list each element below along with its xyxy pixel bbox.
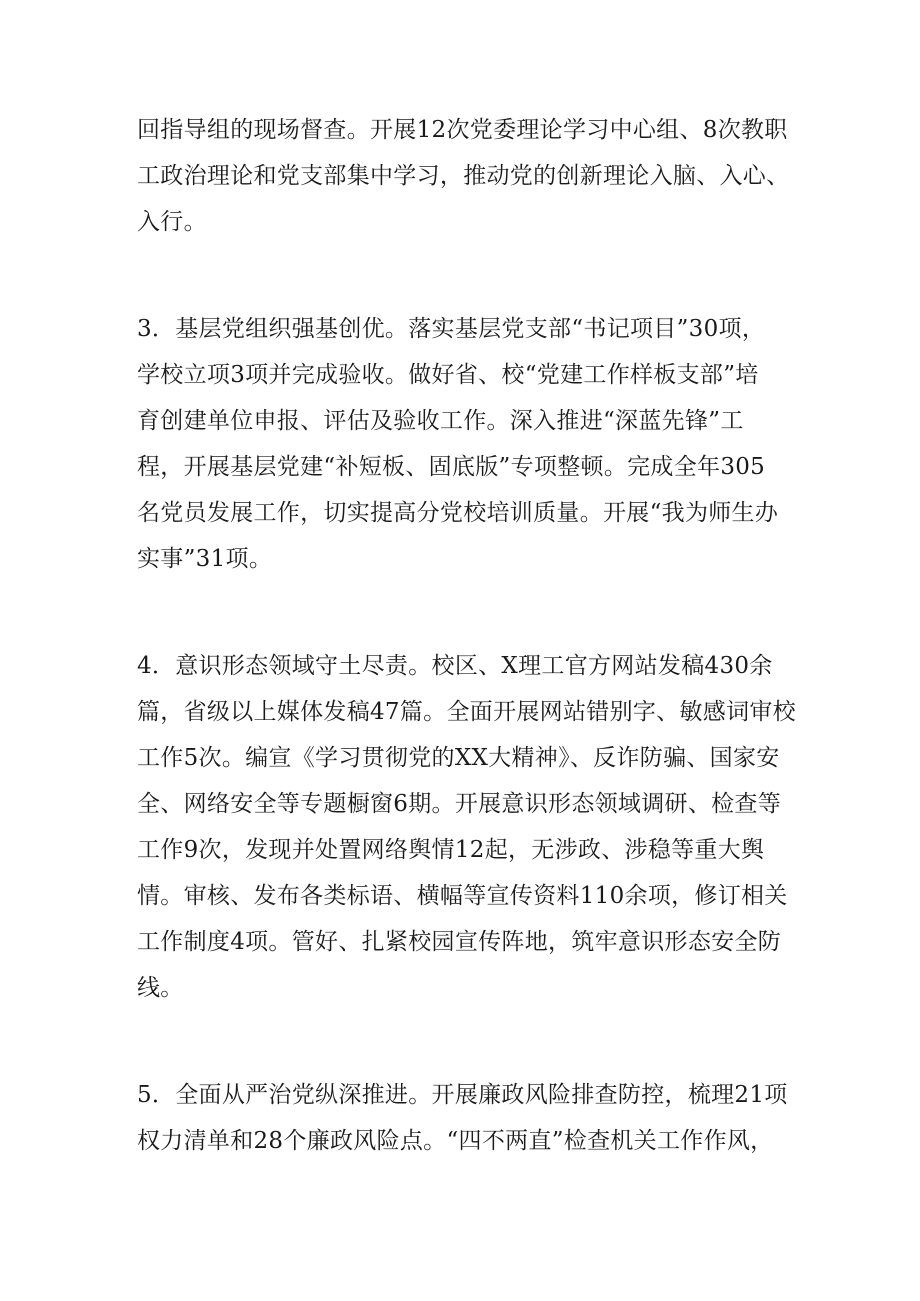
text-line: 程，开展基层党建“补短板、固底版”专项整顿。完成全年305	[137, 454, 766, 480]
text-line: 3．基层党组织强基创优。落实基层党支部“书记项目”30项，	[137, 316, 766, 342]
text-line: 实事”31项。	[137, 546, 273, 572]
text-line: 回指导组的现场督查。开展12次党委理论学习中心组、8次教职	[137, 117, 788, 143]
text-line: 权力清单和28个廉政风险点。“四不两直”检查机关工作作风，	[137, 1128, 774, 1154]
text-line: 情。审核、发布各类标语、横幅等宣传资料110余项，修订相关	[137, 883, 788, 909]
text-line: 工政治理论和党支部集中学习，推动党的创新理论入脑、入心、	[137, 163, 790, 189]
text-line: 学校立项3项并完成验收。做好省、校“党建工作样板支部”培	[137, 362, 759, 388]
text-line: 5．全面从严治党纵深推进。开展廉政风险排查防控，梳理21项	[137, 1082, 788, 1108]
text-line: 育创建单位申报、评估及验收工作。深入推进“深蓝先锋”工	[137, 408, 744, 434]
text-line: 工作9次，发现并处置网络舆情12起，无涉政、涉稳等重大舆	[137, 837, 765, 863]
text-line: 工作制度4项。管好、扎紧校园宣传阵地，筑牢意识形态安全防	[137, 929, 782, 955]
text-line: 入行。	[137, 209, 207, 235]
text-line: 篇，省级以上媒体发稿47篇。全面开展网站错别字、敏感词审校	[137, 699, 796, 725]
text-line: 全、网络安全等专题橱窗6期。开展意识形态领域调研、检查等	[137, 791, 782, 817]
text-line: 4．意识形态领域守土尽责。校区、X理工官方网站发稿430余	[137, 653, 773, 679]
text-line: 线。	[137, 975, 184, 1001]
text-line: 工作5次。编宣《学习贯彻党的XX大精神》、反诈防骗、国家安	[137, 745, 780, 771]
text-line: 名党员发展工作，切实提高分党校培训质量。开展“我为师生办	[137, 500, 779, 526]
